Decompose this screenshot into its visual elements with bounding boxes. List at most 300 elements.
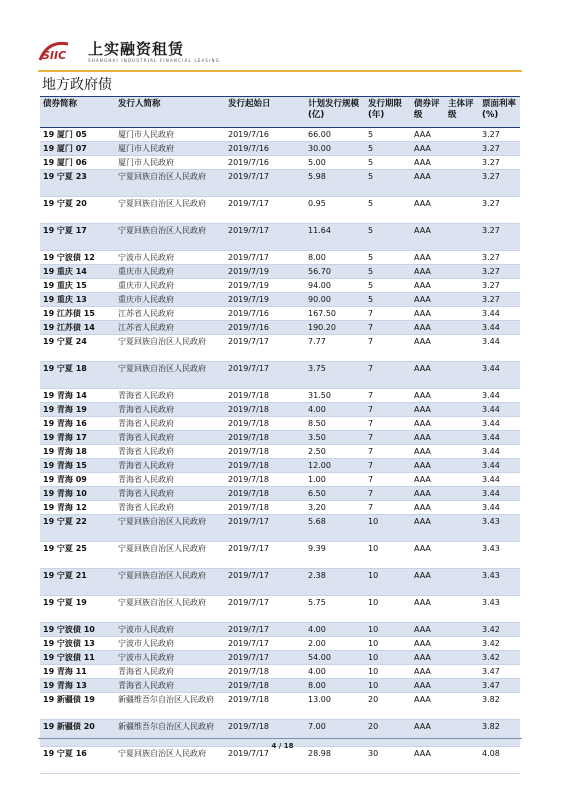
section-title: 地方政府债 xyxy=(42,77,112,93)
column-header: 债券简称 xyxy=(40,97,115,128)
size-cell: 3.50 xyxy=(305,431,365,445)
coupon-cell: 3.27 xyxy=(479,170,520,197)
issuer-cell: 宁夏回族自治区人民政府 xyxy=(115,170,225,197)
size-cell: 8.50 xyxy=(305,417,365,431)
bond-name-cell: 19 新疆债 19 xyxy=(40,693,115,720)
size-cell: 5.68 xyxy=(305,515,365,542)
issuer-rating-cell xyxy=(445,501,479,515)
issuer-cell: 宁夏回族自治区人民政府 xyxy=(115,569,225,596)
issuer-rating-cell xyxy=(445,389,479,403)
table-row xyxy=(40,128,520,142)
issuer-rating-cell xyxy=(445,431,479,445)
table-row xyxy=(40,307,520,321)
bond-name-cell: 19 宁波债 13 xyxy=(40,637,115,651)
coupon-cell: 3.44 xyxy=(479,487,520,501)
issuer-rating-cell xyxy=(445,265,479,279)
coupon-cell: 3.27 xyxy=(479,251,520,265)
svg-text:SIIC: SIIC xyxy=(42,49,67,62)
bond-rating-cell: AAA xyxy=(411,142,445,156)
size-cell: 94.00 xyxy=(305,279,365,293)
issue-date-cell: 2019/7/16 xyxy=(225,321,305,335)
bond-rating-cell: AAA xyxy=(411,156,445,170)
issuer-rating-cell xyxy=(445,623,479,637)
issue-date-cell: 2019/7/18 xyxy=(225,473,305,487)
coupon-cell: 3.27 xyxy=(479,197,520,224)
table-row xyxy=(40,293,520,307)
term-cell: 5 xyxy=(365,197,411,224)
issue-date-cell: 2019/7/17 xyxy=(225,747,305,774)
issuer-cell: 宁夏回族自治区人民政府 xyxy=(115,335,225,362)
coupon-cell: 3.47 xyxy=(479,679,520,693)
size-cell: 2.50 xyxy=(305,445,365,459)
coupon-cell: 3.44 xyxy=(479,459,520,473)
bond-rating-cell: AAA xyxy=(411,679,445,693)
size-cell: 2.00 xyxy=(305,637,365,651)
issuer-cell: 青海省人民政府 xyxy=(115,501,225,515)
size-cell: 66.00 xyxy=(305,128,365,142)
term-cell: 10 xyxy=(365,651,411,665)
coupon-cell: 3.44 xyxy=(479,362,520,389)
issuer-rating-cell xyxy=(445,307,479,321)
issuer-cell: 重庆市人民政府 xyxy=(115,293,225,307)
bond-name-cell: 19 重庆 13 xyxy=(40,293,115,307)
bond-rating-cell: AAA xyxy=(411,293,445,307)
term-cell: 7 xyxy=(365,473,411,487)
issue-date-cell: 2019/7/18 xyxy=(225,403,305,417)
term-cell: 5 xyxy=(365,251,411,265)
coupon-cell: 3.44 xyxy=(479,307,520,321)
term-cell: 5 xyxy=(365,170,411,197)
issue-date-cell: 2019/7/16 xyxy=(225,128,305,142)
term-cell: 7 xyxy=(365,335,411,362)
bond-rating-cell: AAA xyxy=(411,335,445,362)
issue-date-cell: 2019/7/18 xyxy=(225,445,305,459)
coupon-cell: 3.42 xyxy=(479,637,520,651)
bond-rating-cell: AAA xyxy=(411,445,445,459)
issuer-rating-cell xyxy=(445,197,479,224)
term-cell: 7 xyxy=(365,501,411,515)
table-row xyxy=(40,542,520,569)
issuer-rating-cell xyxy=(445,515,479,542)
size-cell: 12.00 xyxy=(305,459,365,473)
bond-name-cell: 19 青海 15 xyxy=(40,459,115,473)
size-cell: 31.50 xyxy=(305,389,365,403)
table-row xyxy=(40,679,520,693)
size-cell: 3.20 xyxy=(305,501,365,515)
issue-date-cell: 2019/7/19 xyxy=(225,279,305,293)
bond-rating-cell: AAA xyxy=(411,651,445,665)
bond-name-cell: 19 厦门 07 xyxy=(40,142,115,156)
issuer-rating-cell xyxy=(445,293,479,307)
size-cell: 8.00 xyxy=(305,679,365,693)
issue-date-cell: 2019/7/18 xyxy=(225,679,305,693)
issuer-cell: 宁波市人民政府 xyxy=(115,623,225,637)
size-cell: 90.00 xyxy=(305,293,365,307)
coupon-cell: 3.44 xyxy=(479,473,520,487)
issuer-cell: 宁夏回族自治区人民政府 xyxy=(115,224,225,251)
size-cell: 5.98 xyxy=(305,170,365,197)
bond-name-cell: 19 宁夏 22 xyxy=(40,515,115,542)
coupon-cell: 3.27 xyxy=(479,128,520,142)
table-row xyxy=(40,335,520,362)
term-cell: 7 xyxy=(365,307,411,321)
bond-rating-cell: AAA xyxy=(411,542,445,569)
issuer-rating-cell xyxy=(445,445,479,459)
size-cell: 190.20 xyxy=(305,321,365,335)
size-cell: 4.00 xyxy=(305,665,365,679)
table-row xyxy=(40,637,520,651)
issue-date-cell: 2019/7/18 xyxy=(225,459,305,473)
coupon-cell: 3.27 xyxy=(479,293,520,307)
size-cell: 56.70 xyxy=(305,265,365,279)
coupon-cell: 3.44 xyxy=(479,431,520,445)
bond-rating-cell: AAA xyxy=(411,251,445,265)
table-row xyxy=(40,651,520,665)
size-cell: 28.98 xyxy=(305,747,365,774)
issuer-cell: 宁夏回族自治区人民政府 xyxy=(115,197,225,224)
issue-date-cell: 2019/7/18 xyxy=(225,431,305,445)
issue-date-cell: 2019/7/16 xyxy=(225,307,305,321)
table-row xyxy=(40,665,520,679)
table-row xyxy=(40,417,520,431)
issuer-rating-cell xyxy=(445,335,479,362)
bond-rating-cell: AAA xyxy=(411,665,445,679)
issuer-cell: 青海省人民政府 xyxy=(115,417,225,431)
issuer-rating-cell xyxy=(445,679,479,693)
bond-rating-cell: AAA xyxy=(411,128,445,142)
coupon-cell: 3.44 xyxy=(479,335,520,362)
issuer-cell: 青海省人民政府 xyxy=(115,431,225,445)
issuer-cell: 宁夏回族自治区人民政府 xyxy=(115,515,225,542)
column-header: 发行期限(年) xyxy=(365,97,411,128)
column-header: 主体评级 xyxy=(445,97,479,128)
coupon-cell: 3.27 xyxy=(479,224,520,251)
coupon-cell: 3.44 xyxy=(479,389,520,403)
term-cell: 10 xyxy=(365,665,411,679)
issue-date-cell: 2019/7/18 xyxy=(225,720,305,747)
issuer-cell: 青海省人民政府 xyxy=(115,679,225,693)
issue-date-cell: 2019/7/19 xyxy=(225,293,305,307)
issue-date-cell: 2019/7/17 xyxy=(225,542,305,569)
bond-rating-cell: AAA xyxy=(411,637,445,651)
issuer-cell: 宁夏回族自治区人民政府 xyxy=(115,542,225,569)
table-row xyxy=(40,279,520,293)
bond-rating-cell: AAA xyxy=(411,487,445,501)
size-cell: 13.00 xyxy=(305,693,365,720)
bond-name-cell: 19 宁夏 19 xyxy=(40,596,115,623)
issue-date-cell: 2019/7/18 xyxy=(225,417,305,431)
issuer-rating-cell xyxy=(445,459,479,473)
issuer-rating-cell xyxy=(445,142,479,156)
term-cell: 7 xyxy=(365,362,411,389)
page-header xyxy=(38,36,518,72)
bond-rating-cell: AAA xyxy=(411,569,445,596)
issue-date-cell: 2019/7/17 xyxy=(225,197,305,224)
page-number: 4 / 18 xyxy=(271,742,294,750)
company-name: 上实融资租赁 xyxy=(88,40,185,58)
bond-name-cell: 19 宁夏 21 xyxy=(40,569,115,596)
size-cell: 9.39 xyxy=(305,542,365,569)
term-cell: 10 xyxy=(365,623,411,637)
bond-rating-cell: AAA xyxy=(411,307,445,321)
term-cell: 20 xyxy=(365,693,411,720)
coupon-cell: 3.27 xyxy=(479,279,520,293)
size-cell: 54.00 xyxy=(305,651,365,665)
term-cell: 10 xyxy=(365,637,411,651)
term-cell: 5 xyxy=(365,156,411,170)
table-row xyxy=(40,197,520,224)
bond-rating-cell: AAA xyxy=(411,417,445,431)
coupon-cell: 3.27 xyxy=(479,142,520,156)
issuer-rating-cell xyxy=(445,128,479,142)
term-cell: 7 xyxy=(365,487,411,501)
bond-name-cell: 19 青海 16 xyxy=(40,417,115,431)
issuer-cell: 青海省人民政府 xyxy=(115,403,225,417)
bond-rating-cell: AAA xyxy=(411,693,445,720)
table-row xyxy=(40,224,520,251)
table-row xyxy=(40,362,520,389)
term-cell: 5 xyxy=(365,265,411,279)
issuer-cell: 宁波市人民政府 xyxy=(115,251,225,265)
issuer-rating-cell xyxy=(445,224,479,251)
issuer-rating-cell xyxy=(445,665,479,679)
bond-name-cell: 19 青海 18 xyxy=(40,445,115,459)
coupon-cell: 3.27 xyxy=(479,265,520,279)
coupon-cell: 3.27 xyxy=(479,156,520,170)
issue-date-cell: 2019/7/17 xyxy=(225,651,305,665)
issuer-cell: 厦门市人民政府 xyxy=(115,128,225,142)
table-row xyxy=(40,623,520,637)
coupon-cell: 3.44 xyxy=(479,321,520,335)
coupon-cell: 3.43 xyxy=(479,515,520,542)
issuer-cell: 青海省人民政府 xyxy=(115,487,225,501)
table-row xyxy=(40,156,520,170)
issuer-cell: 重庆市人民政府 xyxy=(115,279,225,293)
bond-name-cell: 19 新疆债 20 xyxy=(40,720,115,747)
issuer-cell: 宁波市人民政府 xyxy=(115,651,225,665)
bond-rating-cell: AAA xyxy=(411,321,445,335)
column-header: 计划发行规模(亿) xyxy=(305,97,365,128)
bond-rating-cell: AAA xyxy=(411,265,445,279)
table-row xyxy=(40,487,520,501)
bond-name-cell: 19 重庆 15 xyxy=(40,279,115,293)
size-cell: 6.50 xyxy=(305,487,365,501)
term-cell: 10 xyxy=(365,679,411,693)
term-cell: 5 xyxy=(365,128,411,142)
bond-name-cell: 19 青海 13 xyxy=(40,679,115,693)
bond-name-cell: 19 江苏债 15 xyxy=(40,307,115,321)
issue-date-cell: 2019/7/18 xyxy=(225,389,305,403)
issuer-cell: 江苏省人民政府 xyxy=(115,321,225,335)
table-row xyxy=(40,251,520,265)
size-cell: 1.00 xyxy=(305,473,365,487)
issue-date-cell: 2019/7/17 xyxy=(225,224,305,251)
issue-date-cell: 2019/7/17 xyxy=(225,623,305,637)
title-divider xyxy=(38,70,522,72)
issuer-rating-cell xyxy=(445,362,479,389)
term-cell: 30 xyxy=(365,747,411,774)
issuer-cell: 江苏省人民政府 xyxy=(115,307,225,321)
term-cell: 7 xyxy=(365,445,411,459)
issue-date-cell: 2019/7/17 xyxy=(225,569,305,596)
bond-rating-cell: AAA xyxy=(411,515,445,542)
table-row xyxy=(40,693,520,720)
issuer-cell: 宁夏回族自治区人民政府 xyxy=(115,747,225,774)
bond-name-cell: 19 青海 09 xyxy=(40,473,115,487)
issue-date-cell: 2019/7/18 xyxy=(225,693,305,720)
issuer-rating-cell xyxy=(445,693,479,720)
size-cell: 5.75 xyxy=(305,596,365,623)
bond-rating-cell: AAA xyxy=(411,720,445,747)
issuer-rating-cell xyxy=(445,321,479,335)
bond-rating-cell: AAA xyxy=(411,747,445,774)
table-row xyxy=(40,265,520,279)
issuer-rating-cell xyxy=(445,279,479,293)
issuer-cell: 青海省人民政府 xyxy=(115,389,225,403)
issuer-rating-cell xyxy=(445,403,479,417)
bond-name-cell: 19 厦门 06 xyxy=(40,156,115,170)
table-row xyxy=(40,747,520,774)
term-cell: 7 xyxy=(365,389,411,403)
bond-name-cell: 19 重庆 14 xyxy=(40,265,115,279)
issue-date-cell: 2019/7/17 xyxy=(225,596,305,623)
bond-name-cell: 19 宁夏 23 xyxy=(40,170,115,197)
bond-table-container xyxy=(40,96,520,774)
issue-date-cell: 2019/7/18 xyxy=(225,501,305,515)
bond-rating-cell: AAA xyxy=(411,596,445,623)
bond-name-cell: 19 宁夏 16 xyxy=(40,747,115,774)
issuer-rating-cell xyxy=(445,637,479,651)
issue-date-cell: 2019/7/16 xyxy=(225,142,305,156)
issuer-rating-cell xyxy=(445,542,479,569)
bond-rating-cell: AAA xyxy=(411,362,445,389)
bond-name-cell: 19 青海 12 xyxy=(40,501,115,515)
bond-rating-cell: AAA xyxy=(411,431,445,445)
coupon-cell: 3.44 xyxy=(479,445,520,459)
bond-rating-cell: AAA xyxy=(411,170,445,197)
siic-logo-icon xyxy=(38,38,84,64)
bond-name-cell: 19 青海 10 xyxy=(40,487,115,501)
term-cell: 7 xyxy=(365,459,411,473)
issuer-cell: 青海省人民政府 xyxy=(115,473,225,487)
issuer-rating-cell xyxy=(445,417,479,431)
issuer-cell: 青海省人民政府 xyxy=(115,445,225,459)
size-cell: 4.00 xyxy=(305,403,365,417)
size-cell: 5.00 xyxy=(305,156,365,170)
term-cell: 7 xyxy=(365,403,411,417)
issuer-rating-cell xyxy=(445,596,479,623)
table-row xyxy=(40,389,520,403)
issuer-rating-cell xyxy=(445,487,479,501)
bond-rating-cell: AAA xyxy=(411,473,445,487)
issue-date-cell: 2019/7/18 xyxy=(225,665,305,679)
table-row xyxy=(40,445,520,459)
column-header: 债券评级 xyxy=(411,97,445,128)
coupon-cell: 3.43 xyxy=(479,542,520,569)
size-cell: 167.50 xyxy=(305,307,365,321)
coupon-cell: 3.82 xyxy=(479,720,520,747)
term-cell: 7 xyxy=(365,417,411,431)
size-cell: 3.75 xyxy=(305,362,365,389)
issuer-rating-cell xyxy=(445,569,479,596)
table-row xyxy=(40,142,520,156)
table-row xyxy=(40,321,520,335)
issuer-rating-cell xyxy=(445,251,479,265)
coupon-cell: 3.44 xyxy=(479,501,520,515)
bond-name-cell: 19 青海 11 xyxy=(40,665,115,679)
table-row xyxy=(40,569,520,596)
size-cell: 7.00 xyxy=(305,720,365,747)
issuer-cell: 宁夏回族自治区人民政府 xyxy=(115,362,225,389)
issuer-cell: 厦门市人民政府 xyxy=(115,142,225,156)
bond-rating-cell: AAA xyxy=(411,279,445,293)
bond-name-cell: 19 宁夏 24 xyxy=(40,335,115,362)
bond-name-cell: 19 青海 14 xyxy=(40,389,115,403)
bond-rating-cell: AAA xyxy=(411,389,445,403)
issuer-cell: 宁波市人民政府 xyxy=(115,637,225,651)
coupon-cell: 3.82 xyxy=(479,693,520,720)
column-header: 发行人简称 xyxy=(115,97,225,128)
issue-date-cell: 2019/7/16 xyxy=(225,156,305,170)
coupon-cell: 3.44 xyxy=(479,417,520,431)
issuer-rating-cell xyxy=(445,170,479,197)
bond-name-cell: 19 宁夏 25 xyxy=(40,542,115,569)
issue-date-cell: 2019/7/19 xyxy=(225,265,305,279)
coupon-cell: 3.42 xyxy=(479,623,520,637)
table-row xyxy=(40,459,520,473)
footer-divider xyxy=(38,738,522,739)
bond-rating-cell: AAA xyxy=(411,623,445,637)
bond-name-cell: 19 厦门 05 xyxy=(40,128,115,142)
term-cell: 7 xyxy=(365,431,411,445)
issuer-rating-cell xyxy=(445,747,479,774)
table-row xyxy=(40,170,520,197)
table-row xyxy=(40,431,520,445)
size-cell: 8.00 xyxy=(305,251,365,265)
bond-name-cell: 19 青海 17 xyxy=(40,431,115,445)
coupon-cell: 3.44 xyxy=(479,403,520,417)
size-cell: 4.00 xyxy=(305,623,365,637)
coupon-cell: 3.43 xyxy=(479,596,520,623)
bond-rating-cell: AAA xyxy=(411,501,445,515)
issuer-rating-cell xyxy=(445,651,479,665)
size-cell: 0.95 xyxy=(305,197,365,224)
column-header: 发行起始日 xyxy=(225,97,305,128)
table-header-row xyxy=(40,97,520,128)
issue-date-cell: 2019/7/17 xyxy=(225,637,305,651)
table-row xyxy=(40,596,520,623)
company-name-english: SHANGHAI INDUSTRIAL FINANCIAL LEASING xyxy=(88,58,221,63)
term-cell: 7 xyxy=(365,321,411,335)
column-header: 票面利率(%) xyxy=(479,97,520,128)
bond-name-cell: 19 宁波债 12 xyxy=(40,251,115,265)
bond-rating-cell: AAA xyxy=(411,459,445,473)
size-cell: 30.00 xyxy=(305,142,365,156)
table-row xyxy=(40,403,520,417)
bond-name-cell: 19 宁夏 17 xyxy=(40,224,115,251)
size-cell: 2.38 xyxy=(305,569,365,596)
size-cell: 11.64 xyxy=(305,224,365,251)
term-cell: 10 xyxy=(365,596,411,623)
term-cell: 5 xyxy=(365,279,411,293)
bond-rating-cell: AAA xyxy=(411,403,445,417)
term-cell: 5 xyxy=(365,224,411,251)
issuer-cell: 宁夏回族自治区人民政府 xyxy=(115,596,225,623)
term-cell: 10 xyxy=(365,569,411,596)
coupon-cell: 3.47 xyxy=(479,665,520,679)
table-row xyxy=(40,515,520,542)
bond-name-cell: 19 宁波债 10 xyxy=(40,623,115,637)
